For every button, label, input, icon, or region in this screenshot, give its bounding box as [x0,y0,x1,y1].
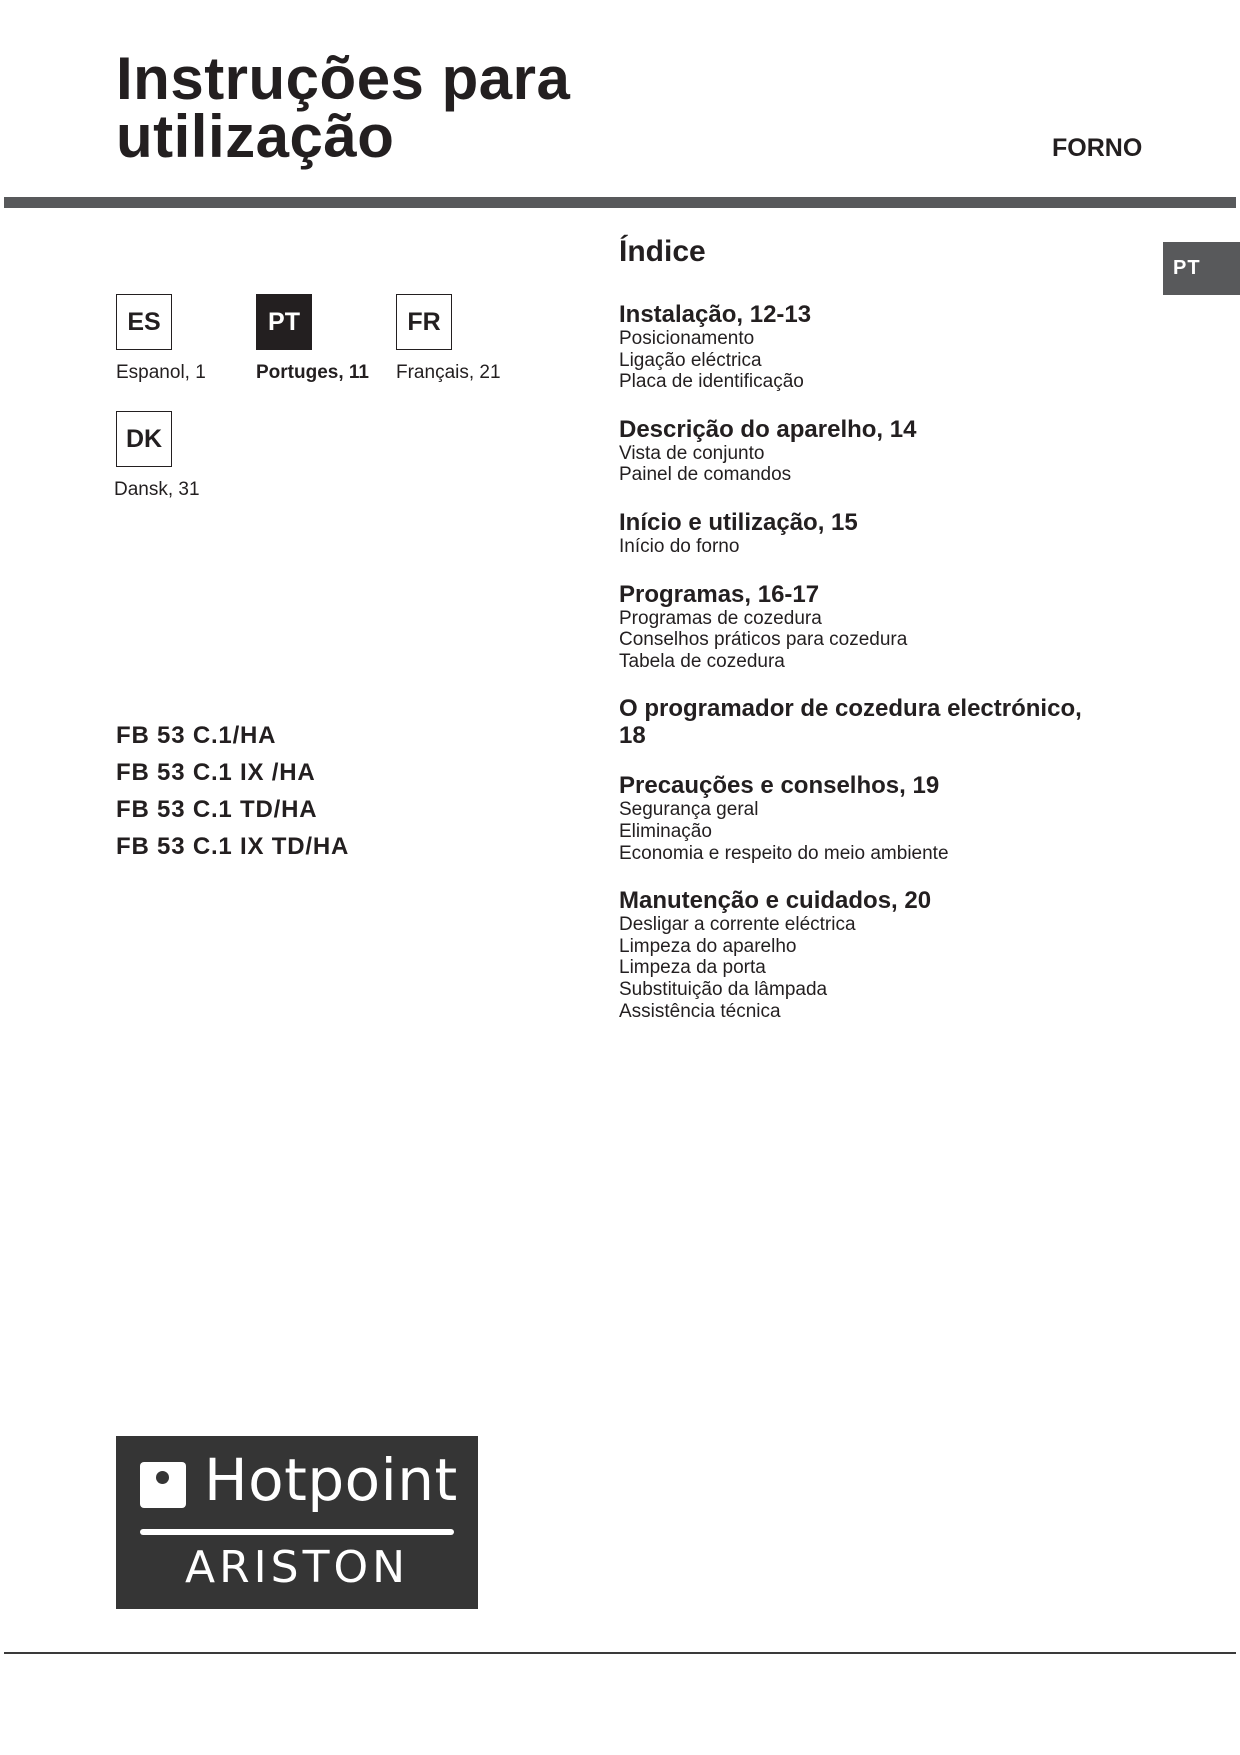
language-side-tab: PT [1163,242,1240,295]
toc-item[interactable]: Desligar a corrente eléctrica [619,914,856,936]
language-code-box-active[interactable]: PT [256,294,312,350]
language-label[interactable]: Français, 21 [396,362,501,383]
title-line-2: utilização [116,103,395,170]
toc-section [619,772,1159,864]
toc-heading[interactable]: O programador de cozedura electrónico, [619,695,1082,723]
language-code-box[interactable]: DK [116,411,172,467]
toc-item[interactable]: Limpeza da porta [619,957,766,979]
model-number: FB 53 C.1 IX TD/HA [116,833,350,860]
logo-sub-brand: ARISTON [184,1542,409,1593]
toc-heading[interactable]: Precauções e conselhos, 19 [619,772,940,800]
brand-logo [116,1436,478,1609]
toc-heading-continued[interactable]: 18 [619,722,646,750]
toc-item[interactable]: Limpeza do aparelho [619,935,797,957]
model-number: FB 53 C.1 TD/HA [116,796,318,823]
language-fr[interactable] [396,294,501,383]
footer-divider [4,1652,1236,1654]
language-label[interactable]: Espanol, 1 [116,362,206,383]
toc-heading[interactable]: Início e utilização, 15 [619,508,858,536]
toc-item[interactable]: Ligação eléctrica [619,349,762,371]
toc-item[interactable]: Vista de conjunto [619,442,765,464]
toc-section [619,581,1159,673]
model-list [116,717,349,865]
toc-item[interactable]: Placa de identificação [619,371,804,393]
toc-item[interactable]: Painel de comandos [619,464,792,486]
toc-heading[interactable]: Descrição do aparelho, 14 [619,415,917,443]
language-label[interactable]: Dansk, 31 [114,479,200,500]
toc-item[interactable]: Substituição da lâmpada [619,978,828,1000]
toc-section [619,416,1159,486]
language-pt[interactable] [256,294,369,383]
toc-heading[interactable]: Instalação, 12-13 [619,301,812,328]
title-line-1: Instruções para [116,45,571,112]
logo-divider [140,1529,454,1535]
toc-heading[interactable]: Manutenção e cuidados, 20 [619,887,932,915]
toc-item[interactable]: Segurança geral [619,799,759,821]
toc-item[interactable]: Posicionamento [619,328,755,349]
language-dk[interactable] [114,411,200,500]
toc-item[interactable]: Assistência técnica [619,1000,781,1022]
toc-heading[interactable]: Programas, 16-17 [619,580,820,608]
hotpoint-logo-icon [140,1462,186,1508]
logo-brand-name: Hotpoint [204,1446,458,1514]
page-title [116,45,571,170]
toc-item[interactable]: Programas de cozedura [619,607,822,629]
language-code-box[interactable]: FR [396,294,452,350]
toc-item[interactable]: Eliminação [619,820,712,842]
toc-section [619,509,1159,558]
language-es[interactable] [116,294,206,383]
table-of-contents [619,232,1159,1045]
toc-section [619,695,1159,749]
header-divider [4,197,1236,208]
model-number: FB 53 C.1/HA [116,722,277,749]
toc-item[interactable]: Tabela de cozedura [619,650,785,672]
toc-item[interactable]: Início do forno [619,535,740,557]
toc-title: Índice [619,235,706,268]
language-code-box[interactable]: ES [116,294,172,350]
model-number: FB 53 C.1 IX /HA [116,759,316,786]
toc-item[interactable]: Economia e respeito do meio ambiente [619,842,949,864]
language-label-active[interactable]: Portuges, 11 [256,362,369,383]
toc-section [619,301,1159,393]
toc-item[interactable]: Conselhos práticos para cozedura [619,629,908,651]
toc-section [619,887,1159,1022]
document-type: FORNO [1052,134,1143,162]
